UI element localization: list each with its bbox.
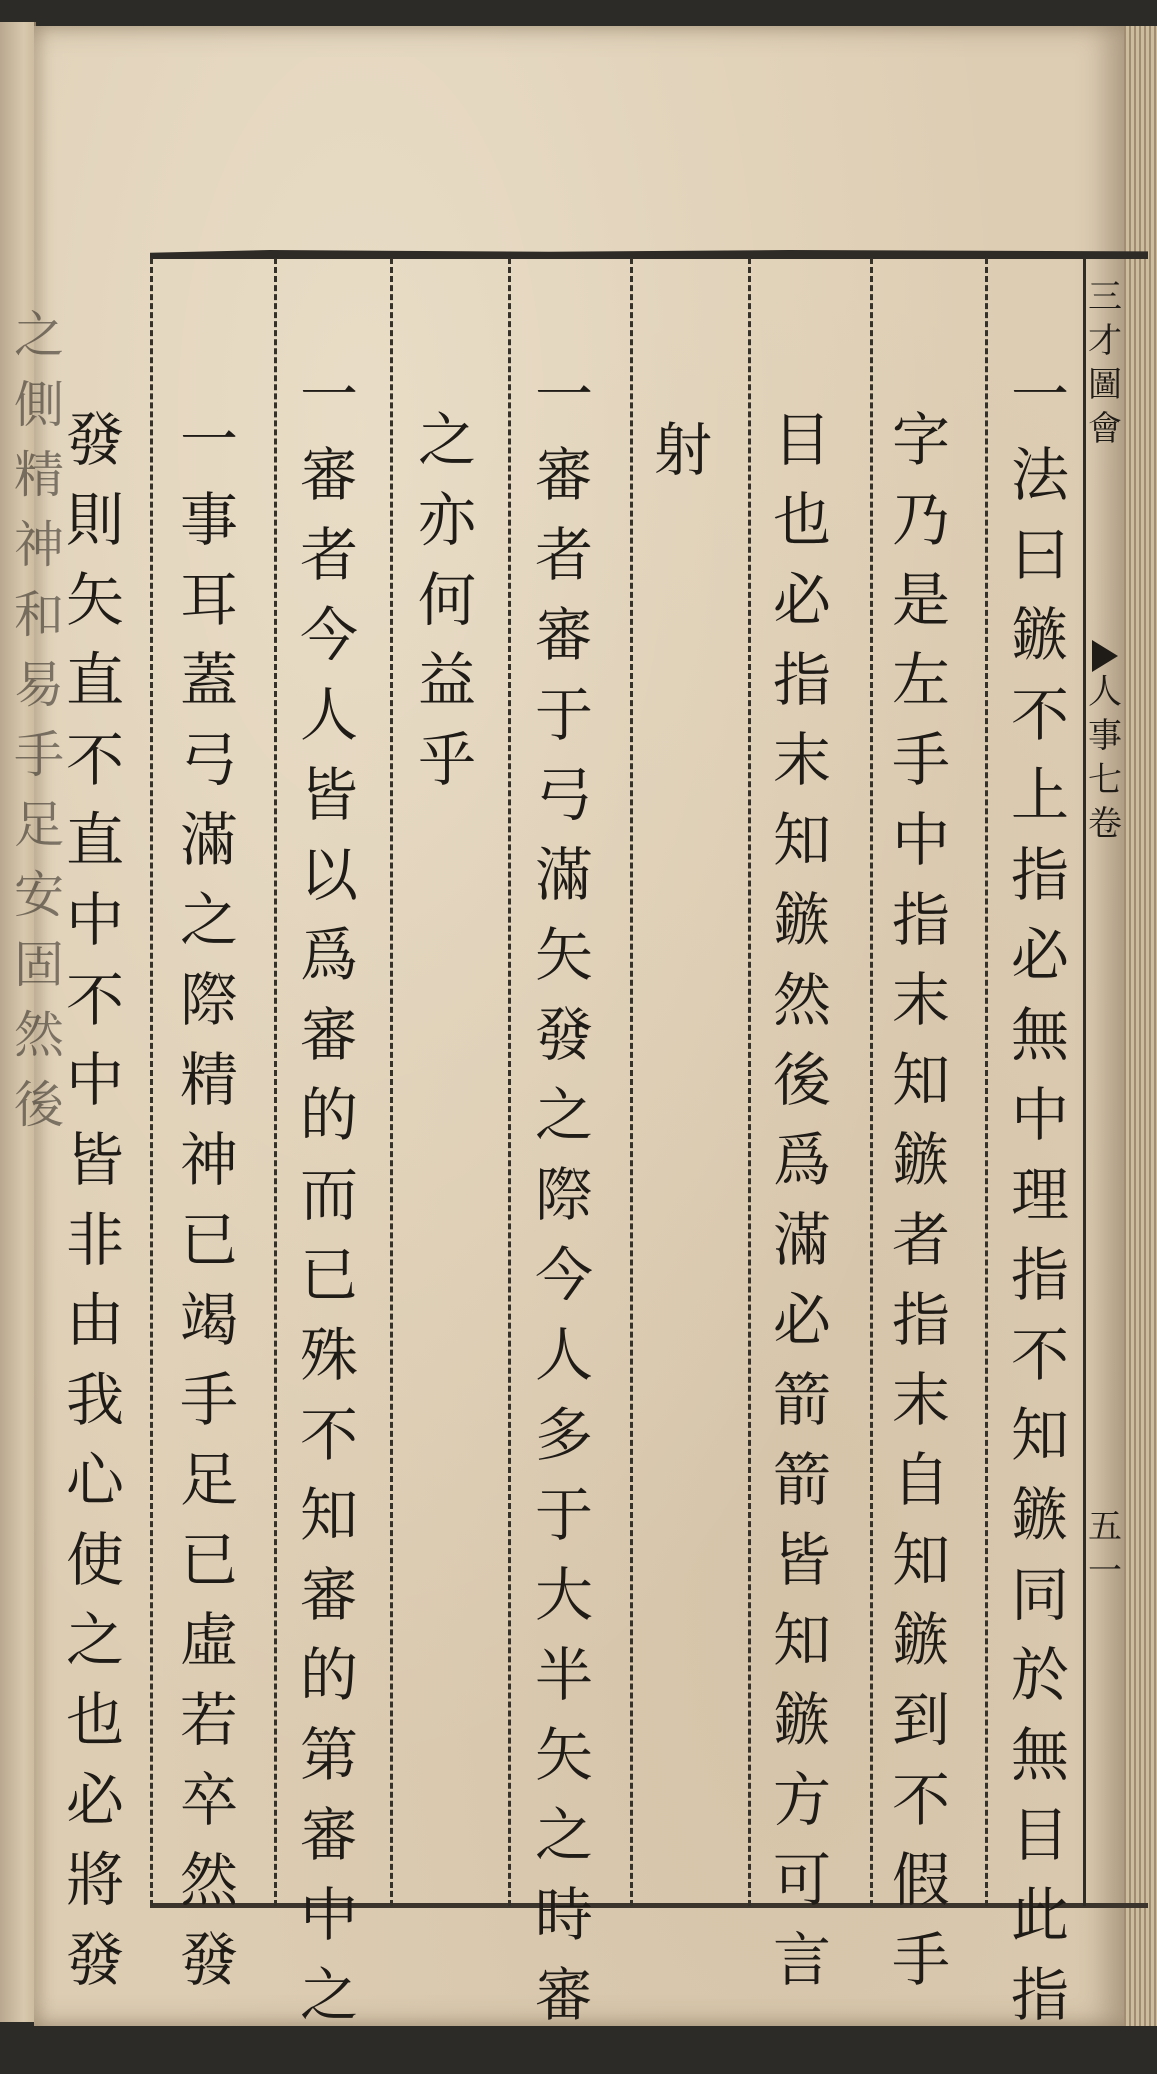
banxin-title: 三才圖會	[1088, 277, 1122, 449]
previous-page-bleed-text: 之側精神和易手足安固然後	[14, 306, 64, 1134]
column-rule	[508, 258, 511, 1906]
text-column-7: 一審者今人皆以爲審的而已殊不知審的第審中之	[299, 361, 358, 2029]
column-rule	[630, 258, 633, 1906]
page-stack-edge	[1124, 26, 1157, 2026]
banxin-section: 人事七卷	[1088, 672, 1122, 844]
text-column-3: 目也必指末知鏃然後爲滿必箭箭皆知鏃方可言	[772, 406, 831, 1994]
column-rule	[985, 258, 988, 1906]
banxin-center-strip	[1083, 258, 1126, 1906]
column-rule	[150, 258, 153, 1906]
fishtail-mark-icon	[1092, 640, 1118, 672]
text-column-9: 發則矢直不直中不中皆非由我心使之也必將發	[65, 406, 124, 1994]
frame-top-border	[150, 250, 1148, 259]
text-column-8: 一事耳蓋弓滿之際精神已竭手足已虛若卒然發	[179, 406, 238, 1994]
column-rule	[870, 258, 873, 1906]
text-column-2: 字乃是左手中指末知鏃者指末自知鏃到不假手	[891, 406, 950, 1994]
column-rule	[274, 258, 277, 1906]
text-column-1: 一法曰鏃不上指必無中理指不知鏃同於無目此指	[1010, 361, 1069, 2029]
text-column-4: 射	[653, 416, 712, 484]
column-rule	[748, 258, 751, 1906]
text-column-6: 之亦何益乎	[417, 406, 476, 794]
column-rule	[390, 258, 393, 1906]
banxin-page-number: 五一	[1088, 1507, 1122, 1591]
text-column-5: 一審者審于弓滿矢發之際今人多于大半矢之時審	[534, 361, 593, 2029]
